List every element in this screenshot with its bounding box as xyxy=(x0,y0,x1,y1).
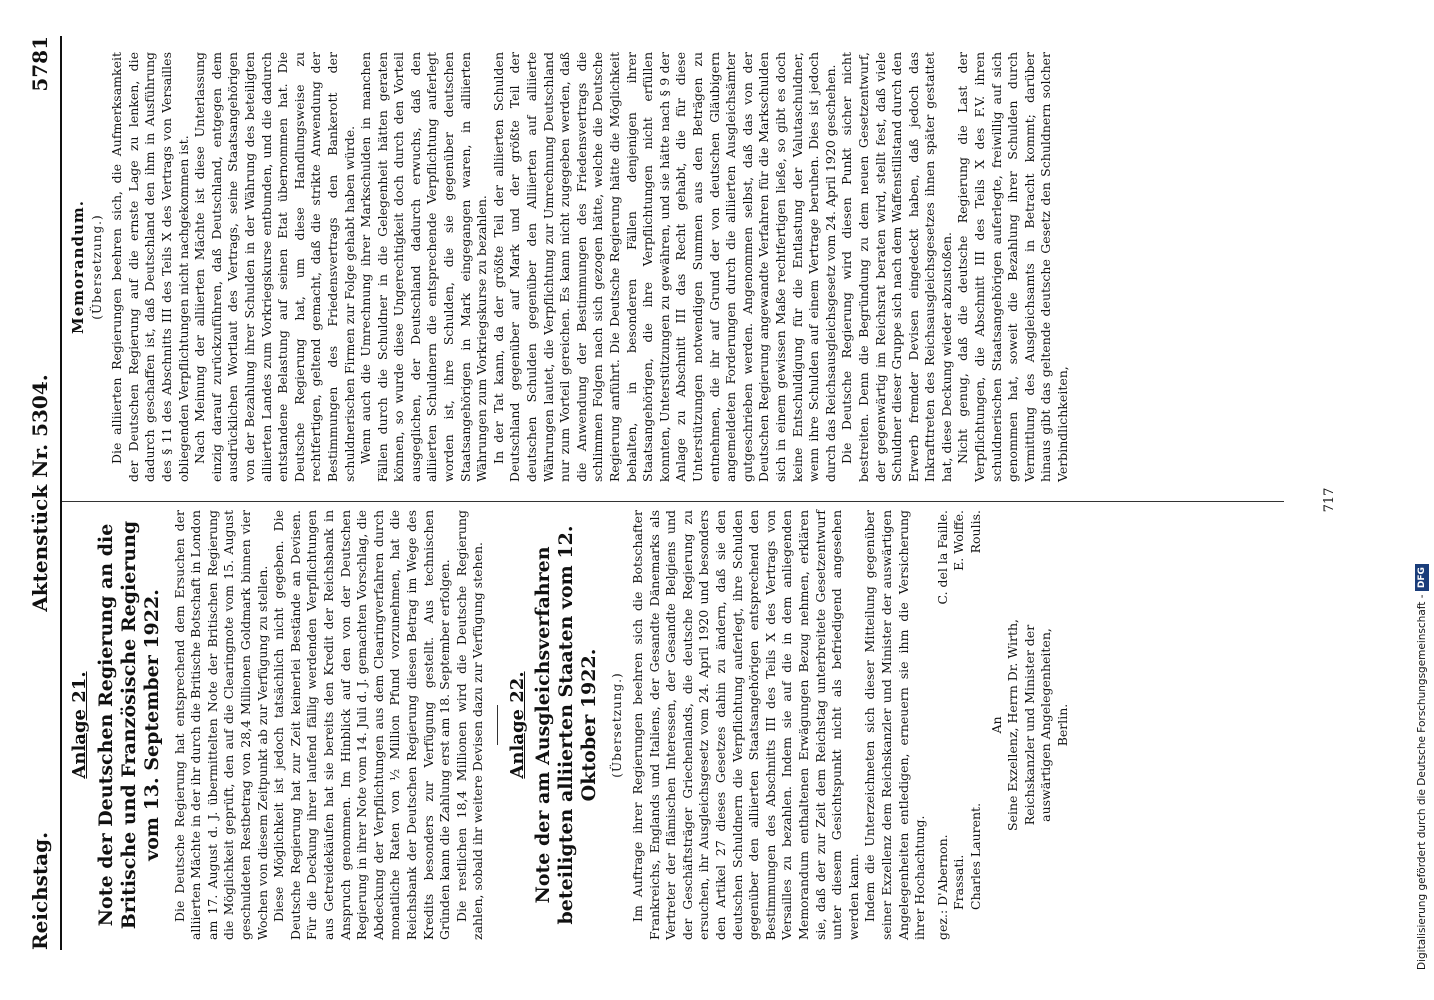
anlage-22-heading: Anlage 22. xyxy=(506,671,528,779)
uebersetzung-label: (Übersetzung.) xyxy=(610,672,625,778)
signature-faille: C. del la Faille. xyxy=(934,510,950,605)
header-page-number: 5781 xyxy=(28,36,52,92)
paragraph: Diese Möglichkeit ist jedoch tatsächlich nicht gegeben. Die Deutsche Regierung hat zur Zeit keinerlei Bestände an Devisen. Für die Deckung ihrer laufend fällig werdenden Verpflichtungen aus Getreidekäufen hat sie bereits den Kredit der Reichsbank in Anspruch genommen. Im Hinblick auf den von der Deutschen Regierung in ihrer Note vom 14. Juli d. J. gemachten Vorschlag, die Abdeckung der Verpflichtungen aus dem Clearingverfahren durch monatliche Raten von ½ Million Pfund vorzunehmen, hat die Reichsbank der Deutschen Regierung diesen Betrag im Wege des Kredits besonders zur Verfügung gestellt. Aus technischen Gründen kann die Zahlung erst am 18. September erfolgen. xyxy=(271,510,453,940)
note-21-title: Note der Deutschen Regierung an die Britische und Französische Regierung vom 13. September 1922. xyxy=(94,520,163,930)
digitization-note xyxy=(1410,0,1434,1000)
address-line: Berlin. xyxy=(1054,703,1070,747)
signature-dabernon: gez.: D'Abernon. xyxy=(934,834,950,940)
address-block xyxy=(989,510,1072,940)
address-line: Seine Exzellenz, Herrn Dr. Wirth, xyxy=(1005,619,1021,832)
paragraph: In der Tat kann, da der größte Teil der alliierten Schulden Deutschland gegenüber auf Mark und der größte Teil der deutschen Schulden gegenüber den Alliierten auf alliierte Währungen lautet, die Verpflichtung zur Umrechnung Deutschland nur zum Vorteil gereichen. Es kann nicht zugegeben werden, daß die Anwendung der Bestimmungen des Friedensvertrags die schlimmen Folgen nach sich gezogen hätte, welche die Deutsche Regierung anführt. Die Deutsche Regierung hätte die Möglichkeit behalten, in besonderen Fällen denjenigen ihrer Staatsangehörigen, die ihre Verpflichtungen nicht erfüllen konnten, Unterstützungen zu gewähren, und sie hätte nach § 9 der Anlage zu Abschnitt III das Recht gehabt, die für diese Unterstützungen notwendigen Summen aus den Beträgen zu entnehmen, die ihr auf Grund der von deutschen Gläubigern angemeldeten Forderungen durch die alliierten Ausgleichsämter gutgeschrieben werden. Angenommen selbst, daß das von der Deutschen Regierung angewandte Verfahren für die Markschulden sich in einem gewissen Maße rechtfertigen ließe, so gibt es doch keine Entschuldigung für die Entlastung der Valutaschuldner, wenn ihre Schulden auf einem Vertrage beruhen. Dies ist jedoch durch das Reichsausgleichsgesetz vom 24. April 1920 geschehen. xyxy=(490,52,838,482)
signature-laurent: Charles Laurent. xyxy=(967,802,983,910)
column-divider xyxy=(62,501,1284,502)
paragraph: Im Auftrage ihrer Regierungen beehren sich die Botschafter Frankreichs, Englands und Italiens, der Gesandte Dänemarks als Vertreter der flämischen Interessen, der Gesandte Belgiens und der Geschäftsträger Griechenlands, die deutsche Regierung zu ersuchen, ihr Ausgleichsgesetz vom 24. April 1920 und besonders den Artikel 27 dieses Gesetzes dahin zu ändern, daß sie den deutschen Schuldnern die Verpflichtung auferlegt, ihre Schulden gegenüber den alliierten Staatsangehörigen entsprechend den Bestimmungen des Abschnitts III des Teils X des Vertrags von Versailles zu bezahlen. Indem sie auf die in dem anliegenden Memorandum enthaltenen Erwägungen Bezug nehmen, erklären sie, daß der zur Zeit dem Reichstag unterbreitete Gesetzentwurf unter diesem Gesichtspunkt nicht als befriedigend angesehen werden kann. xyxy=(630,510,861,940)
paragraph: Die Deutsche Regierung hat entsprechend dem Ersuchen der alliierten Mächte in der ihr durch die Britische Botschaft in London am 17. August d. J. übermittelten Note der Britischen Regierung die Möglichkeit geprüft, den auf die Clearingnote vom 15. August geschuldeten Restbetrag von 28,4 Millionen Goldmark binnen vier Wochen von diesem Zeitpunkt ab zur Verfügung zu stellen. xyxy=(171,510,270,940)
note-22-title: Note der am Ausgleichsverfahren beteiligten alliierten Staaten vom 12. Oktober 1922. xyxy=(532,525,601,925)
paragraph: Wenn auch die Umrechnung ihrer Markschulden in manchen Fällen durch die Schuldner in die Gelegenheit hätten geraten können, so wurde diese Ungerechtigkeit doch durch den Vorteil ausgeglichen, der Deutschland dadurch erwuchs, daß den alliierten Schuldnern die entsprechende Verpflichtung auferlegt worden ist, ihre Schulden, die sie gegenüber deutschen Staatsangehörigen in Mark eingegangen waren, in alliierten Währungen zum Vorkriegskurse zu bezahlen. xyxy=(358,52,490,482)
memorandum-title: Memorandum. xyxy=(69,199,87,335)
paragraph: Die restlichen 18,4 Millionen wird die Deutsche Regierung zahlen, sobald ihr weitere Devisen dazu zur Verfügung stehen. xyxy=(453,510,486,940)
paragraph: Indem die Unterzeichneten sich dieser Mitteilung gegenüber seiner Exzellenz dem Reichskanzler und Minister der auswärtigen Angelegenheiten entledigen, erneuern sie ihm die Versicherung ihrer Hochachtung. xyxy=(862,510,928,940)
right-column xyxy=(70,52,1072,482)
signature-wolffe: E. Wolffe. xyxy=(951,510,967,571)
signature-roulis: Roulis. xyxy=(967,510,983,554)
paragraph: Nicht genug, daß die deutsche Regierung die Last der Verpflichtungen, die Abschnitt III des Teils X des F.V. ihren schuldnerischen Staatsangehörigen auferlegte, freiwillig auf sich genommen hat, soweit die Bezahlung ihrer Schulden durch Vermittlung des Ausgleichsamts in Betracht kommt; darüber hinaus gibt das geltende deutsche Gesetz den Schuldnern solcher Verbindlichkeiten, xyxy=(955,52,1071,482)
left-column xyxy=(70,510,1072,940)
paragraph: Die Deutsche Regierung wird diesen Punkt sicher nicht bestreiten. Denn die Begründung zu dem neuen Gesetzentwurf, der gegenwärtig im Reichsrat beraten wird, stellt fest, daß viele Schuldner dieser Gruppe sich nach dem Waffenstillstand durch den Erwerb fremder Devisen eingedeckt haben, daß jedoch das Inkrafttreten des Reichsausgleichsgesetzes ihnen später gestattet hat, diese Deckung wieder abzustoßen. xyxy=(839,52,954,482)
separator-line xyxy=(497,705,498,745)
address-line: An xyxy=(988,716,1004,734)
signature-frassati: Frassati. xyxy=(951,854,967,910)
uebersetzung-label: (Übersetzung.) xyxy=(89,214,104,320)
page-header xyxy=(28,36,58,950)
header-reichstag: Reichstag. xyxy=(28,831,52,950)
paragraph: Die alliierten Regierungen beehren sich, die Aufmerksamkeit der Deutschen Regierung auf die ernste Lage zu lenken, die dadurch geschaffen ist, daß Deutschland den ihm in Ausführung des § 11 des Abschnitts III des Teils X des Vertrags von Versailles obliegenden Verpflichtungen nicht nachgekommen ist. xyxy=(109,52,191,482)
dfg-logo: DFG xyxy=(1415,564,1429,591)
address-line: Reichskanzler und Minister der xyxy=(1021,624,1037,826)
address-line: auswärtigen Angelegenheiten, xyxy=(1038,628,1054,822)
anlage-21-heading: Anlage 21. xyxy=(69,671,90,779)
signatures xyxy=(935,510,985,940)
digitization-text: Digitalisierung gefördert durch die Deutsche Forschungsgemeinschaft - xyxy=(1416,594,1428,970)
paragraph: Nach Meinung der alliierten Mächte ist diese Unterlassung einzig darauf zurückzuführen, daß Deutschland, entgegen dem ausdrücklichen Wortlaut des Vertrags, seine Staatsangehörigen von der Bezahlung ihrer Schulden in der Währung des beteiligten alliierten Landes zum Vorkriegskurse entbunden, und die dadurch entstandene Belastung auf seinen Etat übernommen hat. Die Deutsche Regierung hat, um diese Handlungsweise zu rechtfertigen, geltend gemacht, daß die strikte Anwendung der Bestimmungen des Friedensvertrags den Bankerott der schuldnerischen Firmen zur Folge gehabt haben würde. xyxy=(192,52,357,482)
footer-page-number: 717 xyxy=(1322,487,1337,513)
header-rule xyxy=(60,36,62,950)
header-aktenstueck: Aktenstück Nr. 5304. xyxy=(28,374,52,612)
